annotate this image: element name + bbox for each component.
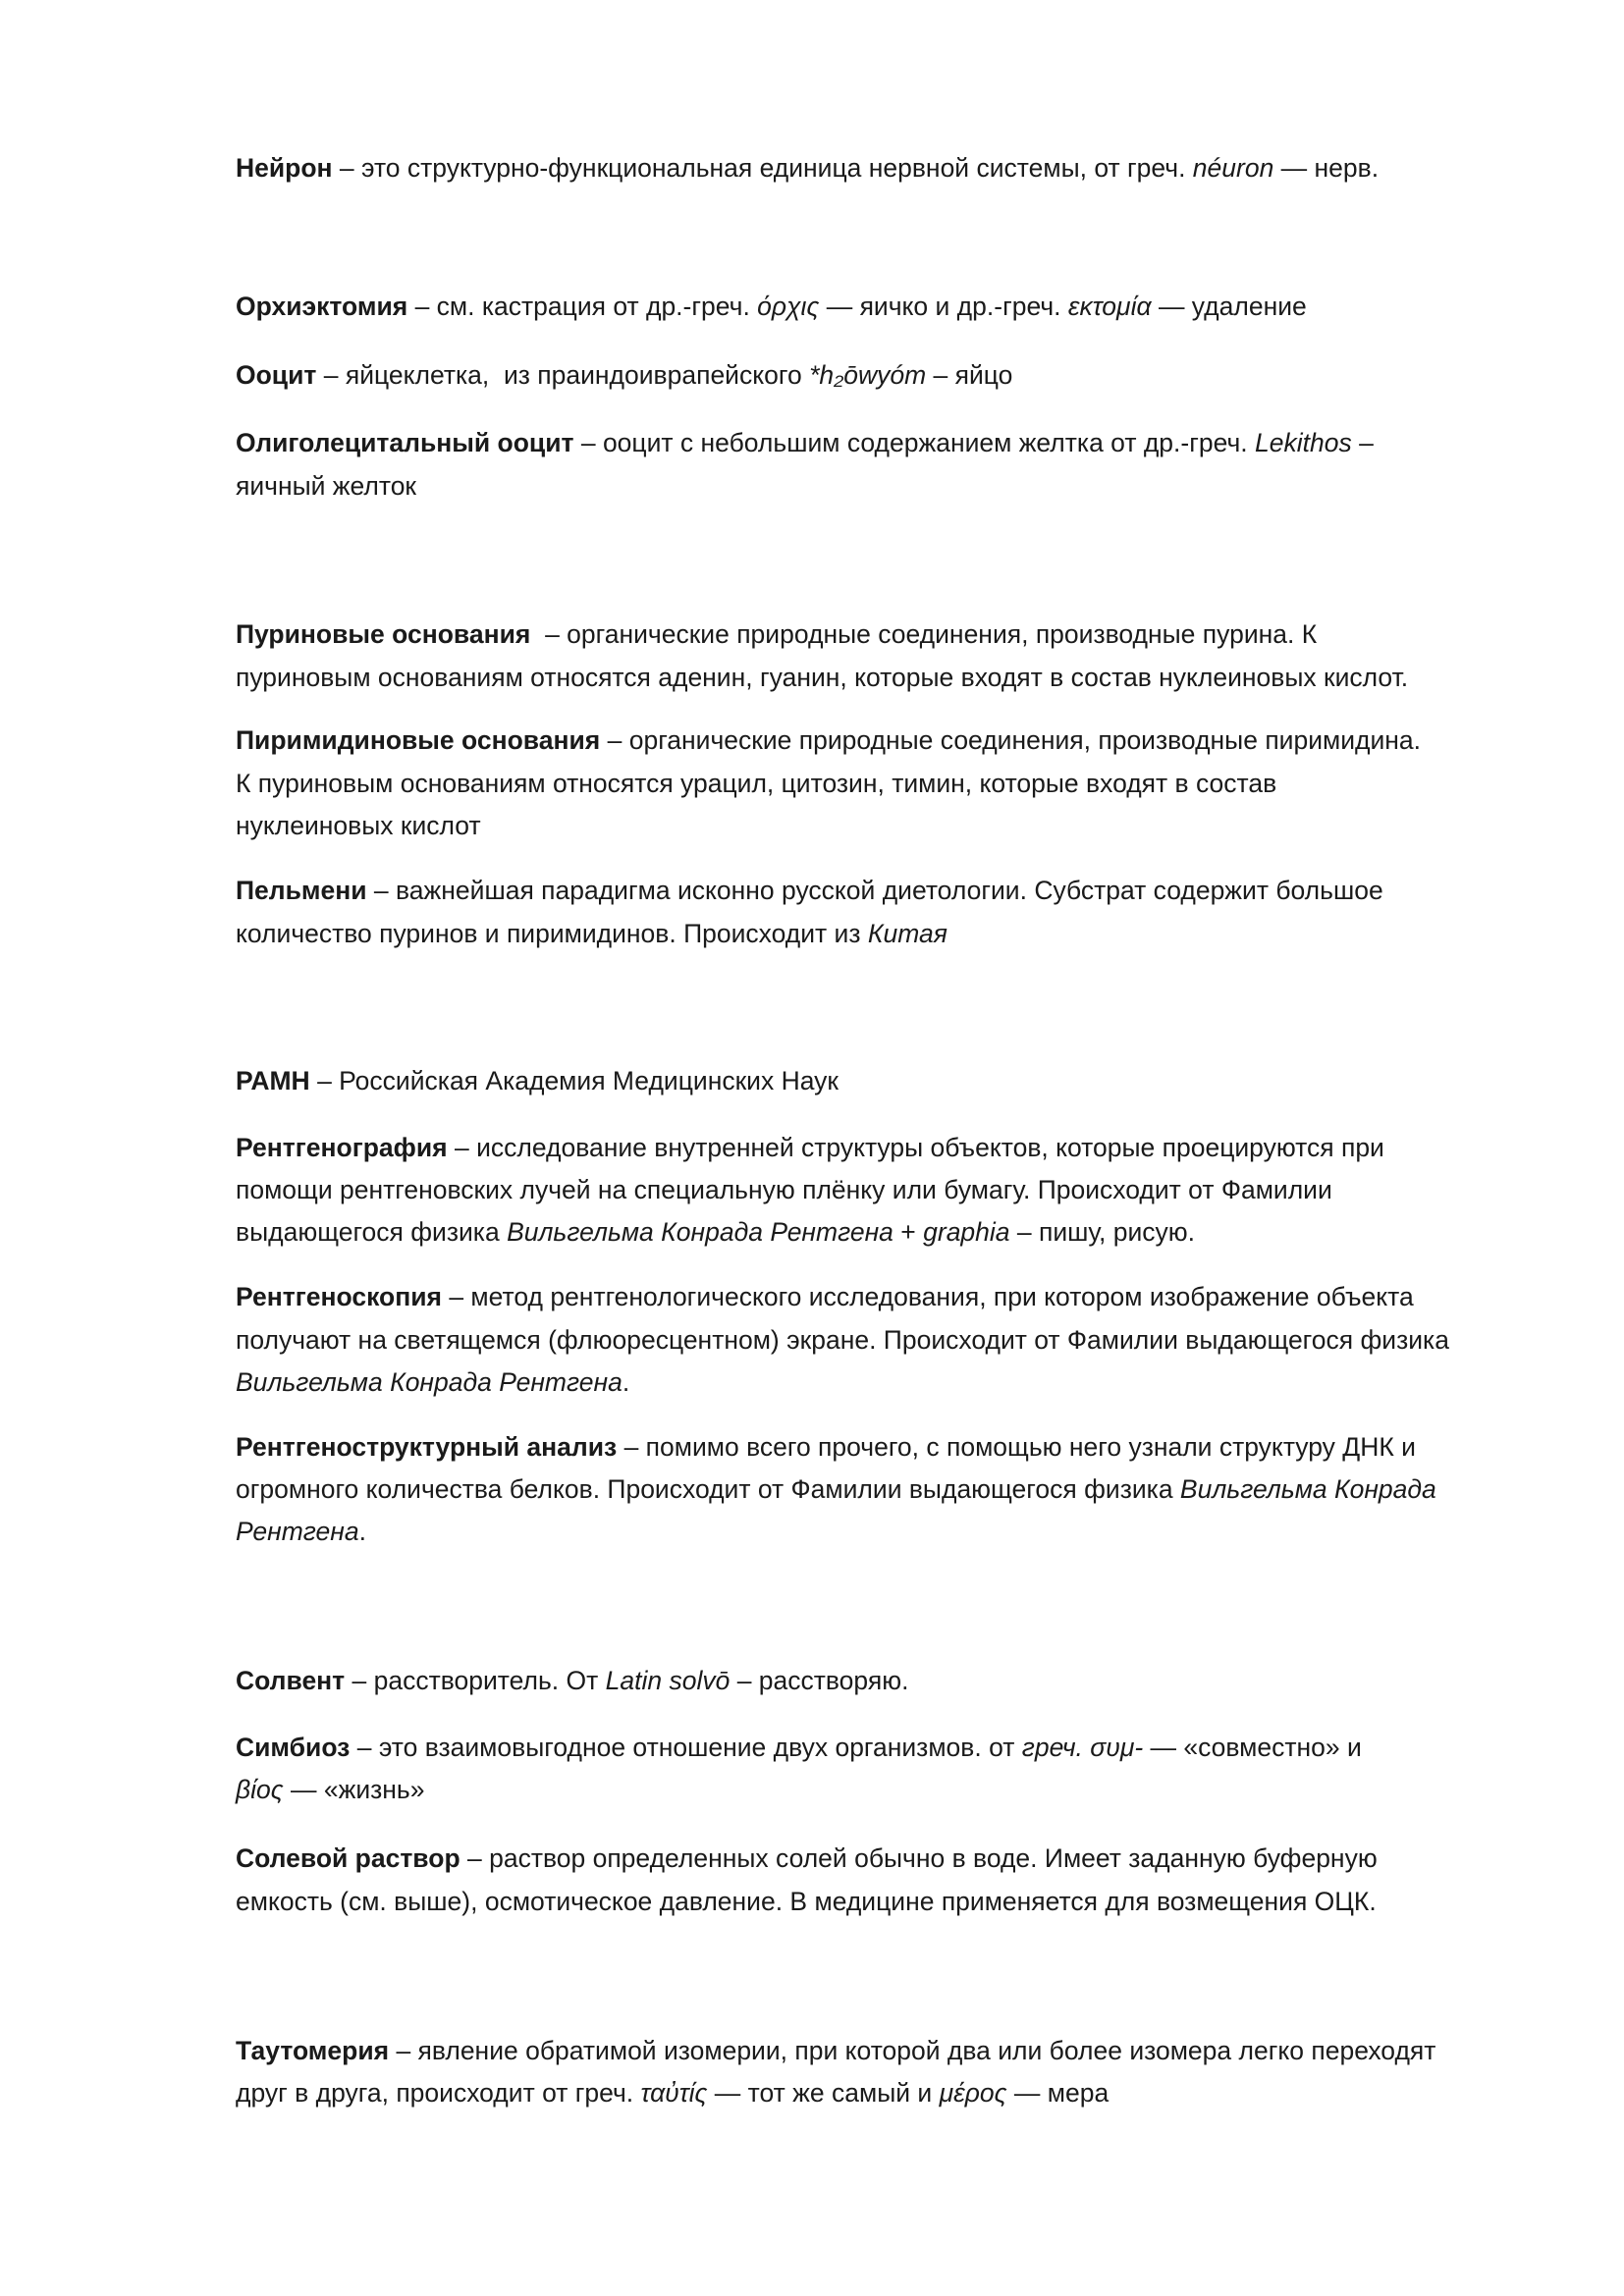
entry-italic-text: *h₂ōwyóm bbox=[809, 360, 927, 391]
entry-term: Таутомерия bbox=[236, 2036, 390, 2066]
entry-term: РАМН bbox=[236, 1066, 310, 1096]
entry-text: выдающегося физика bbox=[236, 1217, 508, 1248]
entry-italic-text: όρχις bbox=[757, 292, 820, 322]
entry-line bbox=[236, 1777, 424, 1803]
entry-text: — яичко и др.-греч. bbox=[819, 292, 1068, 322]
entry-italic-text: Рентгена bbox=[236, 1517, 359, 1547]
entry-line bbox=[236, 2038, 1435, 2064]
entry-line bbox=[236, 1889, 1377, 1915]
entry-line bbox=[236, 621, 1317, 648]
entry-line bbox=[236, 878, 1383, 904]
entry-text: – яйцеклетка, из праиндоиврапейского bbox=[316, 360, 810, 391]
entry-text: – метод рентгенологического исследования, при котором изображение объекта bbox=[441, 1282, 1414, 1312]
entry-line bbox=[236, 1284, 1414, 1310]
entry-italic-text: Вильгельма Конрада Рентгена bbox=[236, 1367, 623, 1398]
entry-text: получают на светящемся (флюоресцентном) экране. Происходит от Фамилии выдающегося физика bbox=[236, 1325, 1449, 1356]
entry-text: – важнейшая парадигма исконно русской диетологии. Субстрат содержит большое bbox=[366, 876, 1383, 906]
entry-line bbox=[236, 294, 1307, 320]
entry-italic-text: Китая bbox=[867, 919, 947, 949]
entry-text: огромного количества белков. Происходит от Фамилии выдающегося физика bbox=[236, 1474, 1180, 1505]
entry-term: Симбиоз bbox=[236, 1733, 351, 1763]
entry-term: Рентгеноскопия bbox=[236, 1282, 442, 1312]
entry-text: — «совместно» и bbox=[1143, 1733, 1362, 1763]
entry-text: — мера bbox=[1006, 2078, 1110, 2109]
entry-text: емкость (см. выше), осмотическое давление. В медицине применяется для возмещения ОЦК. bbox=[236, 1887, 1377, 1917]
entry-text: – это структурно-функциональная единица нервной системы, от греч. bbox=[332, 153, 1193, 184]
entry-text: яичный желток bbox=[236, 471, 417, 502]
entry-line bbox=[236, 1476, 1436, 1503]
entry-italic-text: βίος bbox=[236, 1775, 284, 1805]
entry-line bbox=[236, 1327, 1449, 1354]
entry-line bbox=[236, 2080, 1109, 2107]
entry-line bbox=[236, 430, 1374, 456]
entry-text: — «жизнь» bbox=[283, 1775, 425, 1805]
entry-italic-text: Latin solvō bbox=[605, 1666, 731, 1696]
entry-line bbox=[236, 1219, 1195, 1246]
entry-italic-text: μέρος bbox=[939, 2078, 1007, 2109]
entry-line bbox=[236, 473, 416, 500]
entry-line bbox=[236, 1135, 1384, 1161]
entry-italic-text: εκτομία bbox=[1067, 292, 1152, 322]
entry-text: количество пуринов и пиримидинов. Происходит из bbox=[236, 919, 868, 949]
entry-text: – яйцо bbox=[926, 360, 1013, 391]
entry-text: друг в друга, происходит от греч. bbox=[236, 2078, 641, 2109]
entry-term: Олиголецитальный ооцит bbox=[236, 428, 574, 458]
entry-line bbox=[236, 1845, 1378, 1872]
entry-term: Рентгенография bbox=[236, 1133, 448, 1163]
entry-italic-text: graphia bbox=[923, 1217, 1010, 1248]
entry-text: — тот же самый и bbox=[707, 2078, 940, 2109]
entry-line bbox=[236, 1369, 629, 1396]
entry-text: — удаление bbox=[1151, 292, 1307, 322]
entry-line bbox=[236, 155, 1379, 182]
entry-text: — нерв. bbox=[1273, 153, 1380, 184]
entry-text: – органические природные соединения, производные пурина. К bbox=[530, 619, 1318, 650]
entry-italic-text: греч. συμ- bbox=[1021, 1733, 1144, 1763]
entry-term: Ооцит bbox=[236, 360, 317, 391]
entry-text: К пуриновым основаниям относятся урацил, цитозин, тимин, которые входят в состав bbox=[236, 769, 1277, 799]
entry-text: – раствор определенных солей обычно в воде. Имеет заданную буферную bbox=[460, 1843, 1378, 1874]
entry-text: – ооцит с небольшим содержанием желтка от др.-греч. bbox=[573, 428, 1256, 458]
entry-line bbox=[236, 1668, 908, 1694]
entry-text: – помимо всего прочего, с помощью него узнали структуру ДНК и bbox=[617, 1432, 1416, 1463]
entry-text: – bbox=[1351, 428, 1374, 458]
entry-line bbox=[236, 771, 1276, 797]
entry-line bbox=[236, 813, 481, 839]
entry-text: – см. кастрация от др.-греч. bbox=[407, 292, 758, 322]
entry-line bbox=[236, 1519, 366, 1545]
entry-line bbox=[236, 727, 1421, 754]
entry-text: помощи рентгеновских лучей на специальную плёнку или бумагу. Происходит от Фамилии bbox=[236, 1175, 1332, 1205]
entry-text: – это взаимовыгодное отношение двух организмов. от bbox=[350, 1733, 1022, 1763]
entry-term: Рентгеноструктурный анализ bbox=[236, 1432, 618, 1463]
entry-text: – расстворяю. bbox=[730, 1666, 909, 1696]
entry-text: . bbox=[358, 1517, 366, 1547]
entry-italic-text: Вильгельма Конрада bbox=[1179, 1474, 1436, 1505]
entry-line bbox=[236, 362, 1012, 389]
entry-text: + bbox=[893, 1217, 924, 1248]
entry-line bbox=[236, 1434, 1416, 1461]
entry-term: Пельмени bbox=[236, 876, 367, 906]
entry-text: . bbox=[622, 1367, 630, 1398]
entry-term: Пуриновые основания bbox=[236, 619, 531, 650]
entry-text: – пишу, рисую. bbox=[1009, 1217, 1196, 1248]
entry-line bbox=[236, 1177, 1332, 1203]
entry-term: Пиримидиновые основания bbox=[236, 725, 601, 756]
entry-term: Солевой раствор bbox=[236, 1843, 460, 1874]
entry-text: пуриновым основаниям относятся аденин, гуанин, которые входят в состав нуклеиновых кислот. bbox=[236, 663, 1409, 693]
entry-term: Орхиэктомия bbox=[236, 292, 408, 322]
entry-text: – расстворитель. От bbox=[345, 1666, 606, 1696]
entry-text: – органические природные соединения, производные пиримидина. bbox=[600, 725, 1422, 756]
entry-text: – Российская Академия Медицинских Наук bbox=[309, 1066, 839, 1096]
entry-italic-text: néuron bbox=[1192, 153, 1274, 184]
entry-line bbox=[236, 1735, 1362, 1761]
entry-italic-text: ταὐτίς bbox=[640, 2078, 708, 2109]
entry-line bbox=[236, 921, 947, 947]
entry-term: Солвент bbox=[236, 1666, 346, 1696]
entry-text: – явление обратимой изомерии, при которой два или более изомера легко переходят bbox=[389, 2036, 1436, 2066]
entry-line bbox=[236, 665, 1408, 691]
entry-term: Нейрон bbox=[236, 153, 333, 184]
entry-line bbox=[236, 1068, 839, 1095]
entry-text: – исследование внутренней структуры объектов, которые проецируются при bbox=[447, 1133, 1384, 1163]
entry-text: нуклеиновых кислот bbox=[236, 811, 481, 841]
entry-italic-text: Lekithos bbox=[1255, 428, 1352, 458]
entry-italic-text: Вильгельма Конрада Рентгена bbox=[507, 1217, 893, 1248]
